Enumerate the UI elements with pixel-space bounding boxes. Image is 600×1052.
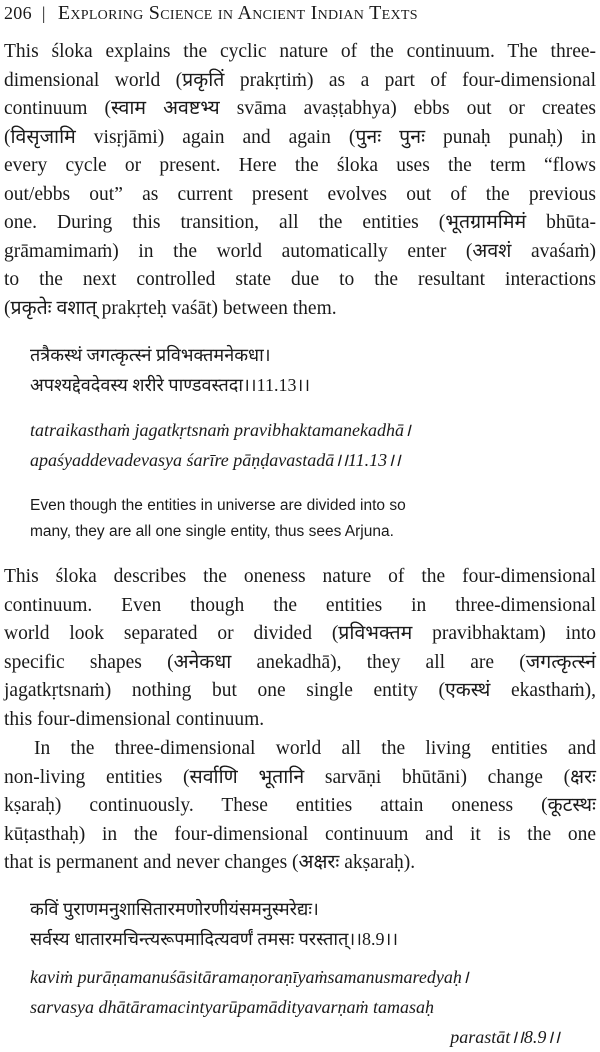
text-line: jagatkṛtsnaṁ) nothing but one single entity (एकस्थं ekasthaṁ), — [4, 680, 596, 701]
verse-2-transliteration — [30, 962, 590, 1052]
transliteration-line: tatraikasthaṁ jagatkṛtsnaṁ pravibhaktamanekadhā। — [30, 420, 411, 440]
verse-1-transliteration — [30, 415, 590, 475]
text-line: kṣaraḥ) continuously. These entities attain oneness (कूटस्थः — [4, 795, 596, 816]
verse-line: अपश्यद्देवदेवस्य शरीरे पाण्डवस्तदा।।11.13।। — [30, 375, 311, 395]
translation-line: many, they are all one single entity, thus sees Arjuna. — [30, 523, 394, 540]
text-line: In the three-dimensional world all the living entities and — [34, 738, 596, 759]
running-title: Exploring Science in Ancient Indian Texts — [57, 2, 418, 24]
text-line: dimensional world (प्रकृतिं prakṛtiṁ) as a part of four-dimensional — [4, 69, 596, 91]
verse-line: सर्वस्य धातारमचिन्त्यरूपमादित्यवर्णं तमसः परस्तात्।।8.9।। — [30, 929, 399, 949]
text-line: This śloka describes the oneness nature of the four-dimensional — [4, 566, 596, 587]
page-number: 206 — [4, 3, 32, 23]
transliteration-line: apaśyaddevadevasya śarīre pāṇḍavastadā।।11.13।। — [30, 450, 401, 470]
paragraph-2 — [4, 563, 596, 734]
page-header — [4, 2, 596, 30]
transliteration-line: sarvasya dhātāramacintyarūpamādityavarṇaṁ tamasaḥ — [30, 997, 434, 1017]
verse-line: कविं पुराणमनुशासितारमणोरणीयंसमनुस्मरेद्यः। — [30, 899, 319, 919]
text-line: kūṭasthaḥ) in the four-dimensional continuum and it is the one — [4, 823, 596, 845]
text-line: world look separated or divided (प्रविभक्तम pravibhaktam) into — [4, 623, 596, 644]
paragraph-3 — [4, 735, 596, 878]
text-line: every cycle or present. Here the śloka uses the term “flows — [4, 155, 596, 176]
text-line: (प्रकृतेः वशात् prakṛteḥ vaśāt) between them. — [4, 297, 337, 319]
paragraph-1 — [4, 38, 596, 323]
translation-line: Even though the entities in universe are divided into so — [30, 497, 406, 514]
transliteration-line: parastāt।।8.9।। — [450, 1027, 560, 1047]
text-line: (विसृजामि visṛjāmi) again and again (पुनः पुनः punaḥ punaḥ) in — [4, 126, 596, 148]
text-line: non-living entities (सर्वाणि भूतानि sarvāṇi bhūtāni) change (क्षरः — [4, 766, 596, 788]
header-separator: | — [41, 3, 46, 23]
verse-line: तत्रैकस्थं जगत्कृत्स्नं प्रविभक्तमनेकधा। — [30, 345, 271, 365]
transliteration-line: kaviṁ purāṇamanuśāsitāramaṇoraṇīyaṁsamanusmaredyaḥ। — [30, 967, 469, 987]
verse-2-devanagari — [30, 894, 590, 954]
text-line: this four-dimensional continuum. — [4, 708, 265, 730]
text-line: that is permanent and never changes (अक्षरः akṣaraḥ). — [4, 852, 416, 873]
text-line: specific shapes (अनेकधा anekadhā), they all are (जगत्कृत्स्नं — [4, 651, 596, 673]
verse-1-devanagari — [30, 340, 590, 400]
verse-1-translation — [30, 493, 590, 545]
text-line: one. During this transition, all the entities (भूतग्राममिमं bhūta- — [4, 212, 596, 233]
text-line: out/ebbs out” as current present evolves out of the previous — [4, 183, 596, 205]
text-line: to the next controlled state due to the resultant interactions — [4, 269, 596, 290]
text-line: continuum (स्वाम अवष्टभ्य svāma avaṣṭabhya) ebbs out or creates — [4, 98, 596, 119]
text-line: grāmamimaṁ) in the world automatically enter (अवशं avaśaṁ) — [4, 240, 596, 262]
text-line: This śloka explains the cyclic nature of the continuum. The three- — [4, 41, 596, 62]
text-line: continuum. Even though the entities in three-dimensional — [4, 594, 596, 616]
